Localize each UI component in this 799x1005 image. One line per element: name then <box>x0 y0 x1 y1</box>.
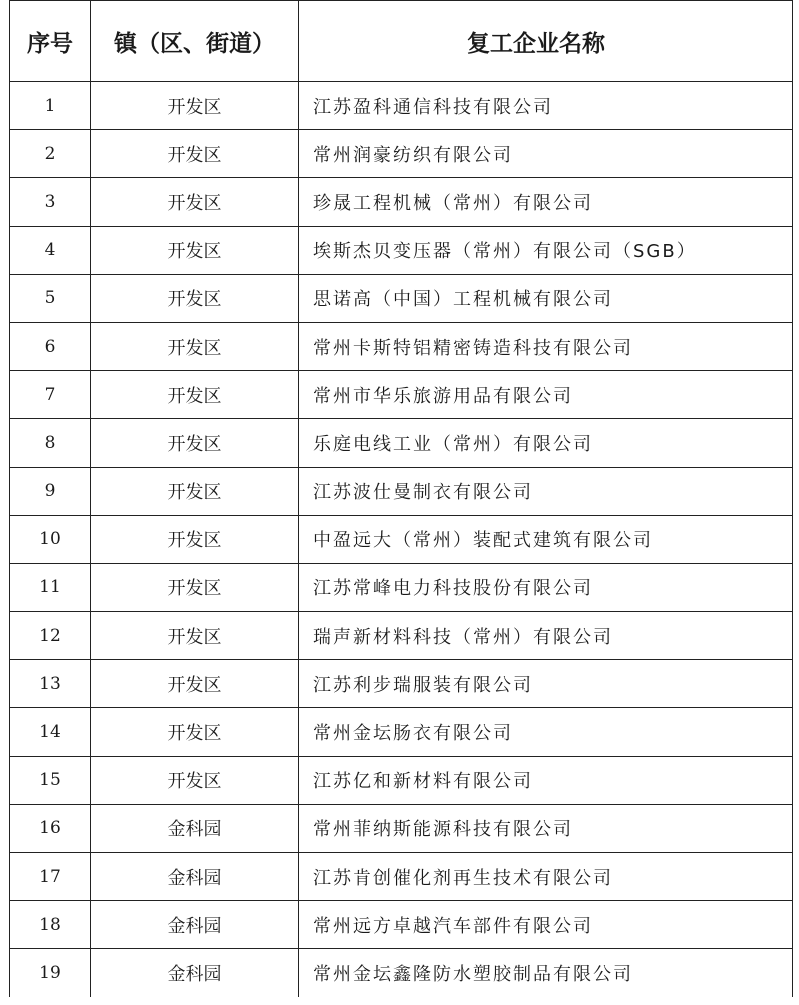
row-town-district: 开发区 <box>91 756 299 804</box>
row-town-district: 开发区 <box>91 708 299 756</box>
table-row <box>10 612 793 660</box>
row-town-district: 开发区 <box>91 178 299 226</box>
row-serial-number: 3 <box>10 178 91 226</box>
row-town-district: 开发区 <box>91 226 299 274</box>
row-town-district: 开发区 <box>91 515 299 563</box>
row-serial-number: 6 <box>10 322 91 370</box>
row-company-name: 江苏常峰电力科技股份有限公司 <box>299 563 793 611</box>
table-row <box>10 419 793 467</box>
row-town-district: 开发区 <box>91 419 299 467</box>
row-serial-number: 17 <box>10 853 91 901</box>
row-serial-number: 16 <box>10 804 91 852</box>
row-serial-number: 13 <box>10 660 91 708</box>
row-town-district: 金科园 <box>91 853 299 901</box>
table-row <box>10 82 793 130</box>
row-serial-number: 19 <box>10 949 91 997</box>
row-town-district: 开发区 <box>91 563 299 611</box>
row-serial-number: 1 <box>10 82 91 130</box>
row-serial-number: 10 <box>10 515 91 563</box>
header-serial-number: 序号 <box>10 1 91 82</box>
row-serial-number: 11 <box>10 563 91 611</box>
row-town-district: 开发区 <box>91 612 299 660</box>
row-serial-number: 8 <box>10 419 91 467</box>
row-town-district: 金科园 <box>91 804 299 852</box>
table-row <box>10 322 793 370</box>
row-company-name: 常州润豪纺织有限公司 <box>299 130 793 178</box>
row-serial-number: 18 <box>10 901 91 949</box>
row-serial-number: 14 <box>10 708 91 756</box>
row-serial-number: 15 <box>10 756 91 804</box>
row-town-district: 开发区 <box>91 130 299 178</box>
row-town-district: 开发区 <box>91 274 299 322</box>
row-serial-number: 5 <box>10 274 91 322</box>
table-row <box>10 515 793 563</box>
row-town-district: 开发区 <box>91 371 299 419</box>
table-row <box>10 178 793 226</box>
table-row <box>10 804 793 852</box>
row-company-name: 珍晟工程机械（常州）有限公司 <box>299 178 793 226</box>
row-company-name: 江苏波仕曼制衣有限公司 <box>299 467 793 515</box>
row-serial-number: 2 <box>10 130 91 178</box>
row-town-district: 开发区 <box>91 82 299 130</box>
row-serial-number: 7 <box>10 371 91 419</box>
row-company-name: 江苏盈科通信科技有限公司 <box>299 82 793 130</box>
row-company-name: 常州远方卓越汽车部件有限公司 <box>299 901 793 949</box>
table-body <box>10 82 793 997</box>
table-row <box>10 756 793 804</box>
row-company-name: 常州金坛肠衣有限公司 <box>299 708 793 756</box>
table-row <box>10 467 793 515</box>
table-row <box>10 949 793 997</box>
row-serial-number: 4 <box>10 226 91 274</box>
table-row <box>10 371 793 419</box>
table-row <box>10 708 793 756</box>
header-row <box>10 1 793 82</box>
row-town-district: 开发区 <box>91 322 299 370</box>
table-row <box>10 660 793 708</box>
row-company-name: 埃斯杰贝变压器（常州）有限公司（SGB） <box>299 226 793 274</box>
row-company-name: 常州市华乐旅游用品有限公司 <box>299 371 793 419</box>
row-company-name: 江苏利步瑞服装有限公司 <box>299 660 793 708</box>
row-town-district: 金科园 <box>91 901 299 949</box>
row-serial-number: 9 <box>10 467 91 515</box>
row-town-district: 开发区 <box>91 660 299 708</box>
row-serial-number: 12 <box>10 612 91 660</box>
company-table <box>9 0 793 997</box>
table-row <box>10 226 793 274</box>
header-company-name: 复工企业名称 <box>299 1 793 82</box>
row-company-name: 常州金坛鑫隆防水塑胶制品有限公司 <box>299 949 793 997</box>
row-town-district: 金科园 <box>91 949 299 997</box>
row-company-name: 常州菲纳斯能源科技有限公司 <box>299 804 793 852</box>
row-company-name: 常州卡斯特铝精密铸造科技有限公司 <box>299 322 793 370</box>
header-town-district: 镇（区、街道） <box>91 1 299 82</box>
table-row <box>10 853 793 901</box>
table-row <box>10 130 793 178</box>
row-company-name: 乐庭电线工业（常州）有限公司 <box>299 419 793 467</box>
row-town-district: 开发区 <box>91 467 299 515</box>
row-company-name: 江苏肯创催化剂再生技术有限公司 <box>299 853 793 901</box>
row-company-name: 思诺高（中国）工程机械有限公司 <box>299 274 793 322</box>
row-company-name: 中盈远大（常州）装配式建筑有限公司 <box>299 515 793 563</box>
row-company-name: 瑞声新材料科技（常州）有限公司 <box>299 612 793 660</box>
row-company-name: 江苏亿和新材料有限公司 <box>299 756 793 804</box>
table-row <box>10 901 793 949</box>
table-row <box>10 274 793 322</box>
table-row <box>10 563 793 611</box>
